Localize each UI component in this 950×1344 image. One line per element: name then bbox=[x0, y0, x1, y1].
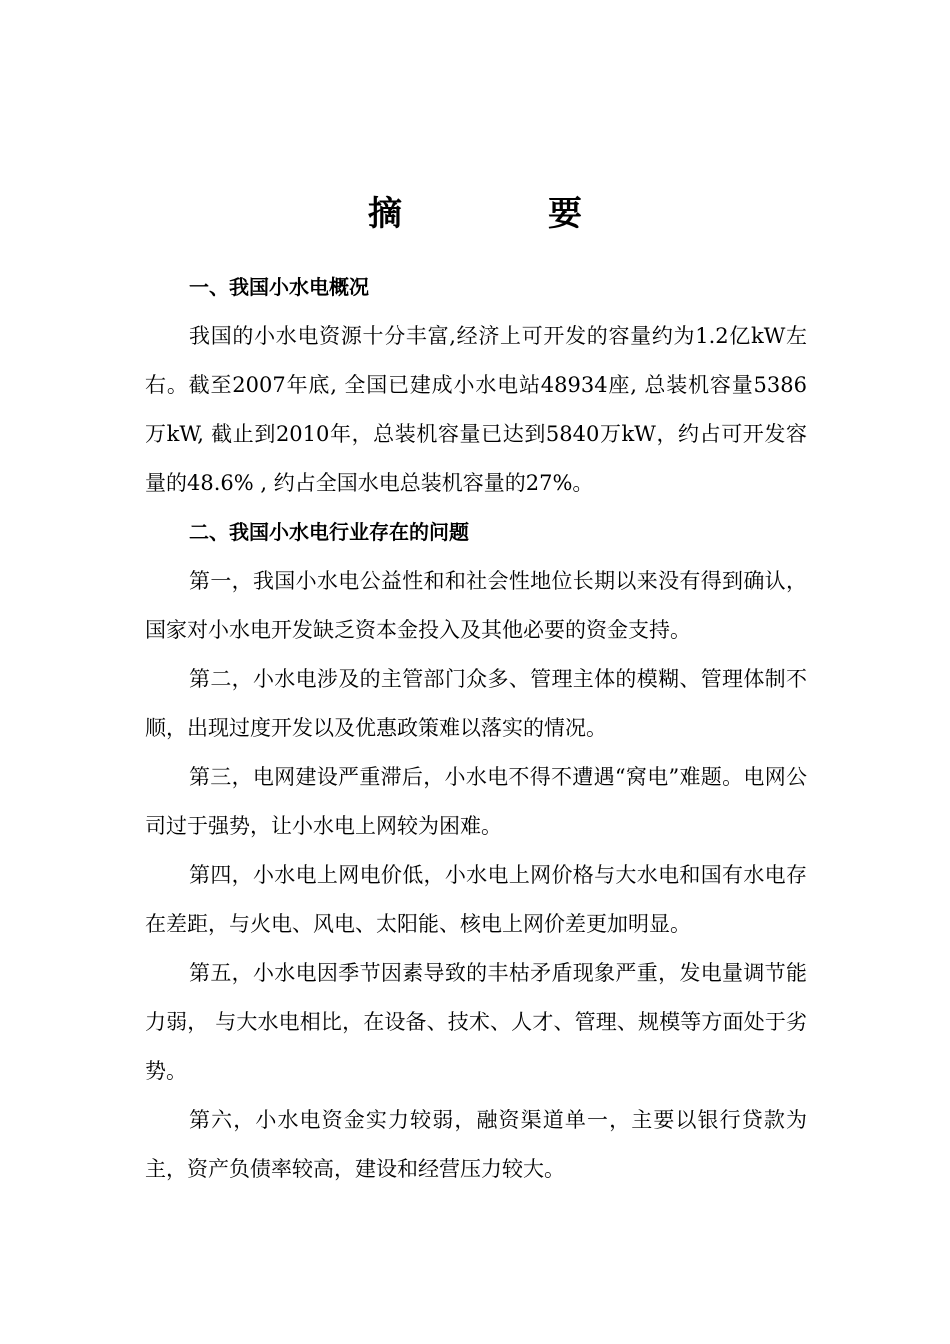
paragraph-problem-4: 第四，小水电上网电价低，小水电上网价格与大水电和国有水电存在差距，与火电、风电、太阳能、核电上网价差更加明显。 bbox=[145, 863, 807, 936]
document-body bbox=[145, 263, 807, 1194]
paragraph-problem-6: 第六，小水电资金实力较弱，融资渠道单一，主要以银行贷款为主，资产负债率较高，建设和经营压力较大。 bbox=[145, 1108, 807, 1181]
paragraph-problem-5: 第五，小水电因季节因素导致的丰枯矛盾现象严重，发电量调节能力弱， 与大水电相比，在设备、技术、人才、管理、规模等方面处于劣势。 bbox=[145, 961, 807, 1083]
paragraph-overview: 我国的小水电资源十分丰富,经济上可开发的容量约为1.2亿kW左右。截至2007年底, 全国已建成小水电站48934座, 总装机容量5386万kW, 截止到2010年，总装机容量已达到5840万kW，约占可开发容量的48.6% , 约占全国水电总装机容量的27%。 bbox=[145, 324, 807, 495]
paragraph-problem-1: 第一，我国小水电公益性和和社会性地位长期以来没有得到确认，国家对小水电开发缺乏资本金投入及其他必要的资金支持。 bbox=[145, 569, 807, 642]
paragraph-problem-2: 第二，小水电涉及的主管部门众多、管理主体的模糊、管理体制不顺，出现过度开发以及优惠政策难以落实的情况。 bbox=[145, 667, 807, 740]
paragraph-problem-3: 第三，电网建设严重滞后，小水电不得不遭遇“窝电”难题。电网公司过于强势，让小水电上网较为困难。 bbox=[145, 765, 807, 838]
section-heading-problems: 二、我国小水电行业存在的问题 bbox=[189, 520, 469, 544]
page-title: 摘 要 bbox=[368, 194, 638, 234]
section-heading-overview: 一、我国小水电概况 bbox=[189, 275, 369, 299]
